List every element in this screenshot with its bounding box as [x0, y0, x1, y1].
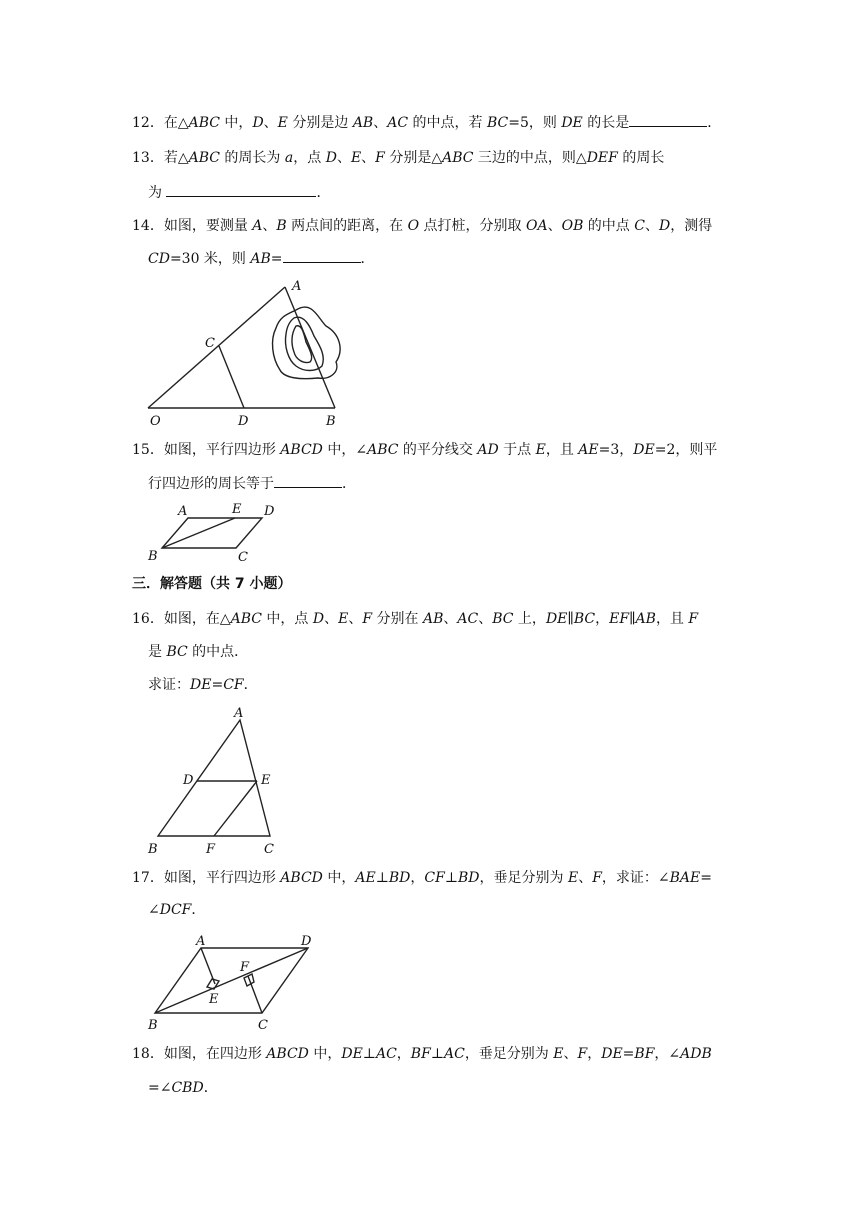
q14-line-2: CD=30 米，则 AB= ．	[148, 248, 375, 269]
label-d: D	[238, 414, 249, 429]
q18-line-2: =∠CBD．	[148, 1080, 218, 1096]
label-d: D	[264, 504, 275, 519]
label-e: E	[209, 992, 219, 1007]
q15-line-1: 15．如图，平行四边形 ABCD 中，∠ABC 的平分线交 AD 于点 E，且 AE=3，DE=2，则平	[132, 442, 718, 458]
label-d: D	[301, 934, 312, 949]
label-c: C	[205, 336, 215, 351]
q16-line-2: 是 BC 的中点．	[148, 644, 249, 660]
section-heading: 三．解答题（共 7 小题）	[132, 576, 292, 592]
label-a: A	[292, 279, 302, 294]
q12-line: 12．在△ABC 中，D、E 分别是边 AB、AC 的中点，若 BC=5，则 DE 的长是 ．	[132, 112, 721, 133]
q13-number: 13．	[132, 150, 164, 166]
label-e: E	[232, 502, 242, 517]
q16-line-3: 求证：DE=CF．	[148, 677, 258, 693]
q14-line-1: 14．如图，要测量 A、B 两点间的距离，在 O 点打桩，分别取 OA、OB 的中点 C、D，测得	[132, 218, 713, 234]
label-c: C	[238, 550, 248, 565]
line-cf	[248, 976, 262, 1013]
label-e: E	[261, 773, 271, 788]
label-c: C	[258, 1018, 268, 1033]
label-b: B	[148, 1018, 158, 1033]
q14-number: 14．	[132, 218, 164, 234]
label-b: B	[326, 414, 336, 429]
label-o: O	[150, 414, 161, 429]
label-b: B	[148, 549, 158, 564]
q16-line-1: 16．如图，在△ABC 中，点 D、E、F 分别在 AB、AC、BC 上，DE∥BC，EF∥AB，且 F	[132, 611, 699, 627]
q17-number: 17．	[132, 870, 164, 886]
q15-number: 15．	[132, 442, 164, 458]
q15-line-2: 行四边形的周长等于 ．	[148, 473, 356, 494]
q16-number: 16．	[132, 611, 164, 627]
label-a: A	[196, 934, 206, 949]
label-a: A	[178, 504, 188, 519]
q13-line-2: 为 ．	[148, 182, 330, 203]
label-f: F	[206, 842, 216, 857]
q17-line-1: 17．如图，平行四边形 ABCD 中，AE⊥BD，CF⊥BD，垂足分别为 E、F，求证：∠BAE=	[132, 870, 712, 886]
q18-number: 18．	[132, 1046, 164, 1062]
label-d: D	[183, 773, 194, 788]
label-a: A	[234, 706, 244, 721]
label-f: F	[240, 960, 250, 975]
q13-line-1: 13．若△ABC 的周长为 a，点 D、E、F 分别是△ABC 三边的中点，则△DEF 的周长	[132, 150, 665, 166]
q17-line-2: ∠DCF．	[148, 902, 206, 918]
label-c: C	[264, 842, 274, 857]
q12-number: 12．	[132, 115, 164, 131]
label-b: B	[148, 842, 158, 857]
q18-line-1: 18．如图，在四边形 ABCD 中，DE⊥AC，BF⊥AC，垂足分别为 E、F，DE=BF，∠ADB	[132, 1046, 712, 1062]
